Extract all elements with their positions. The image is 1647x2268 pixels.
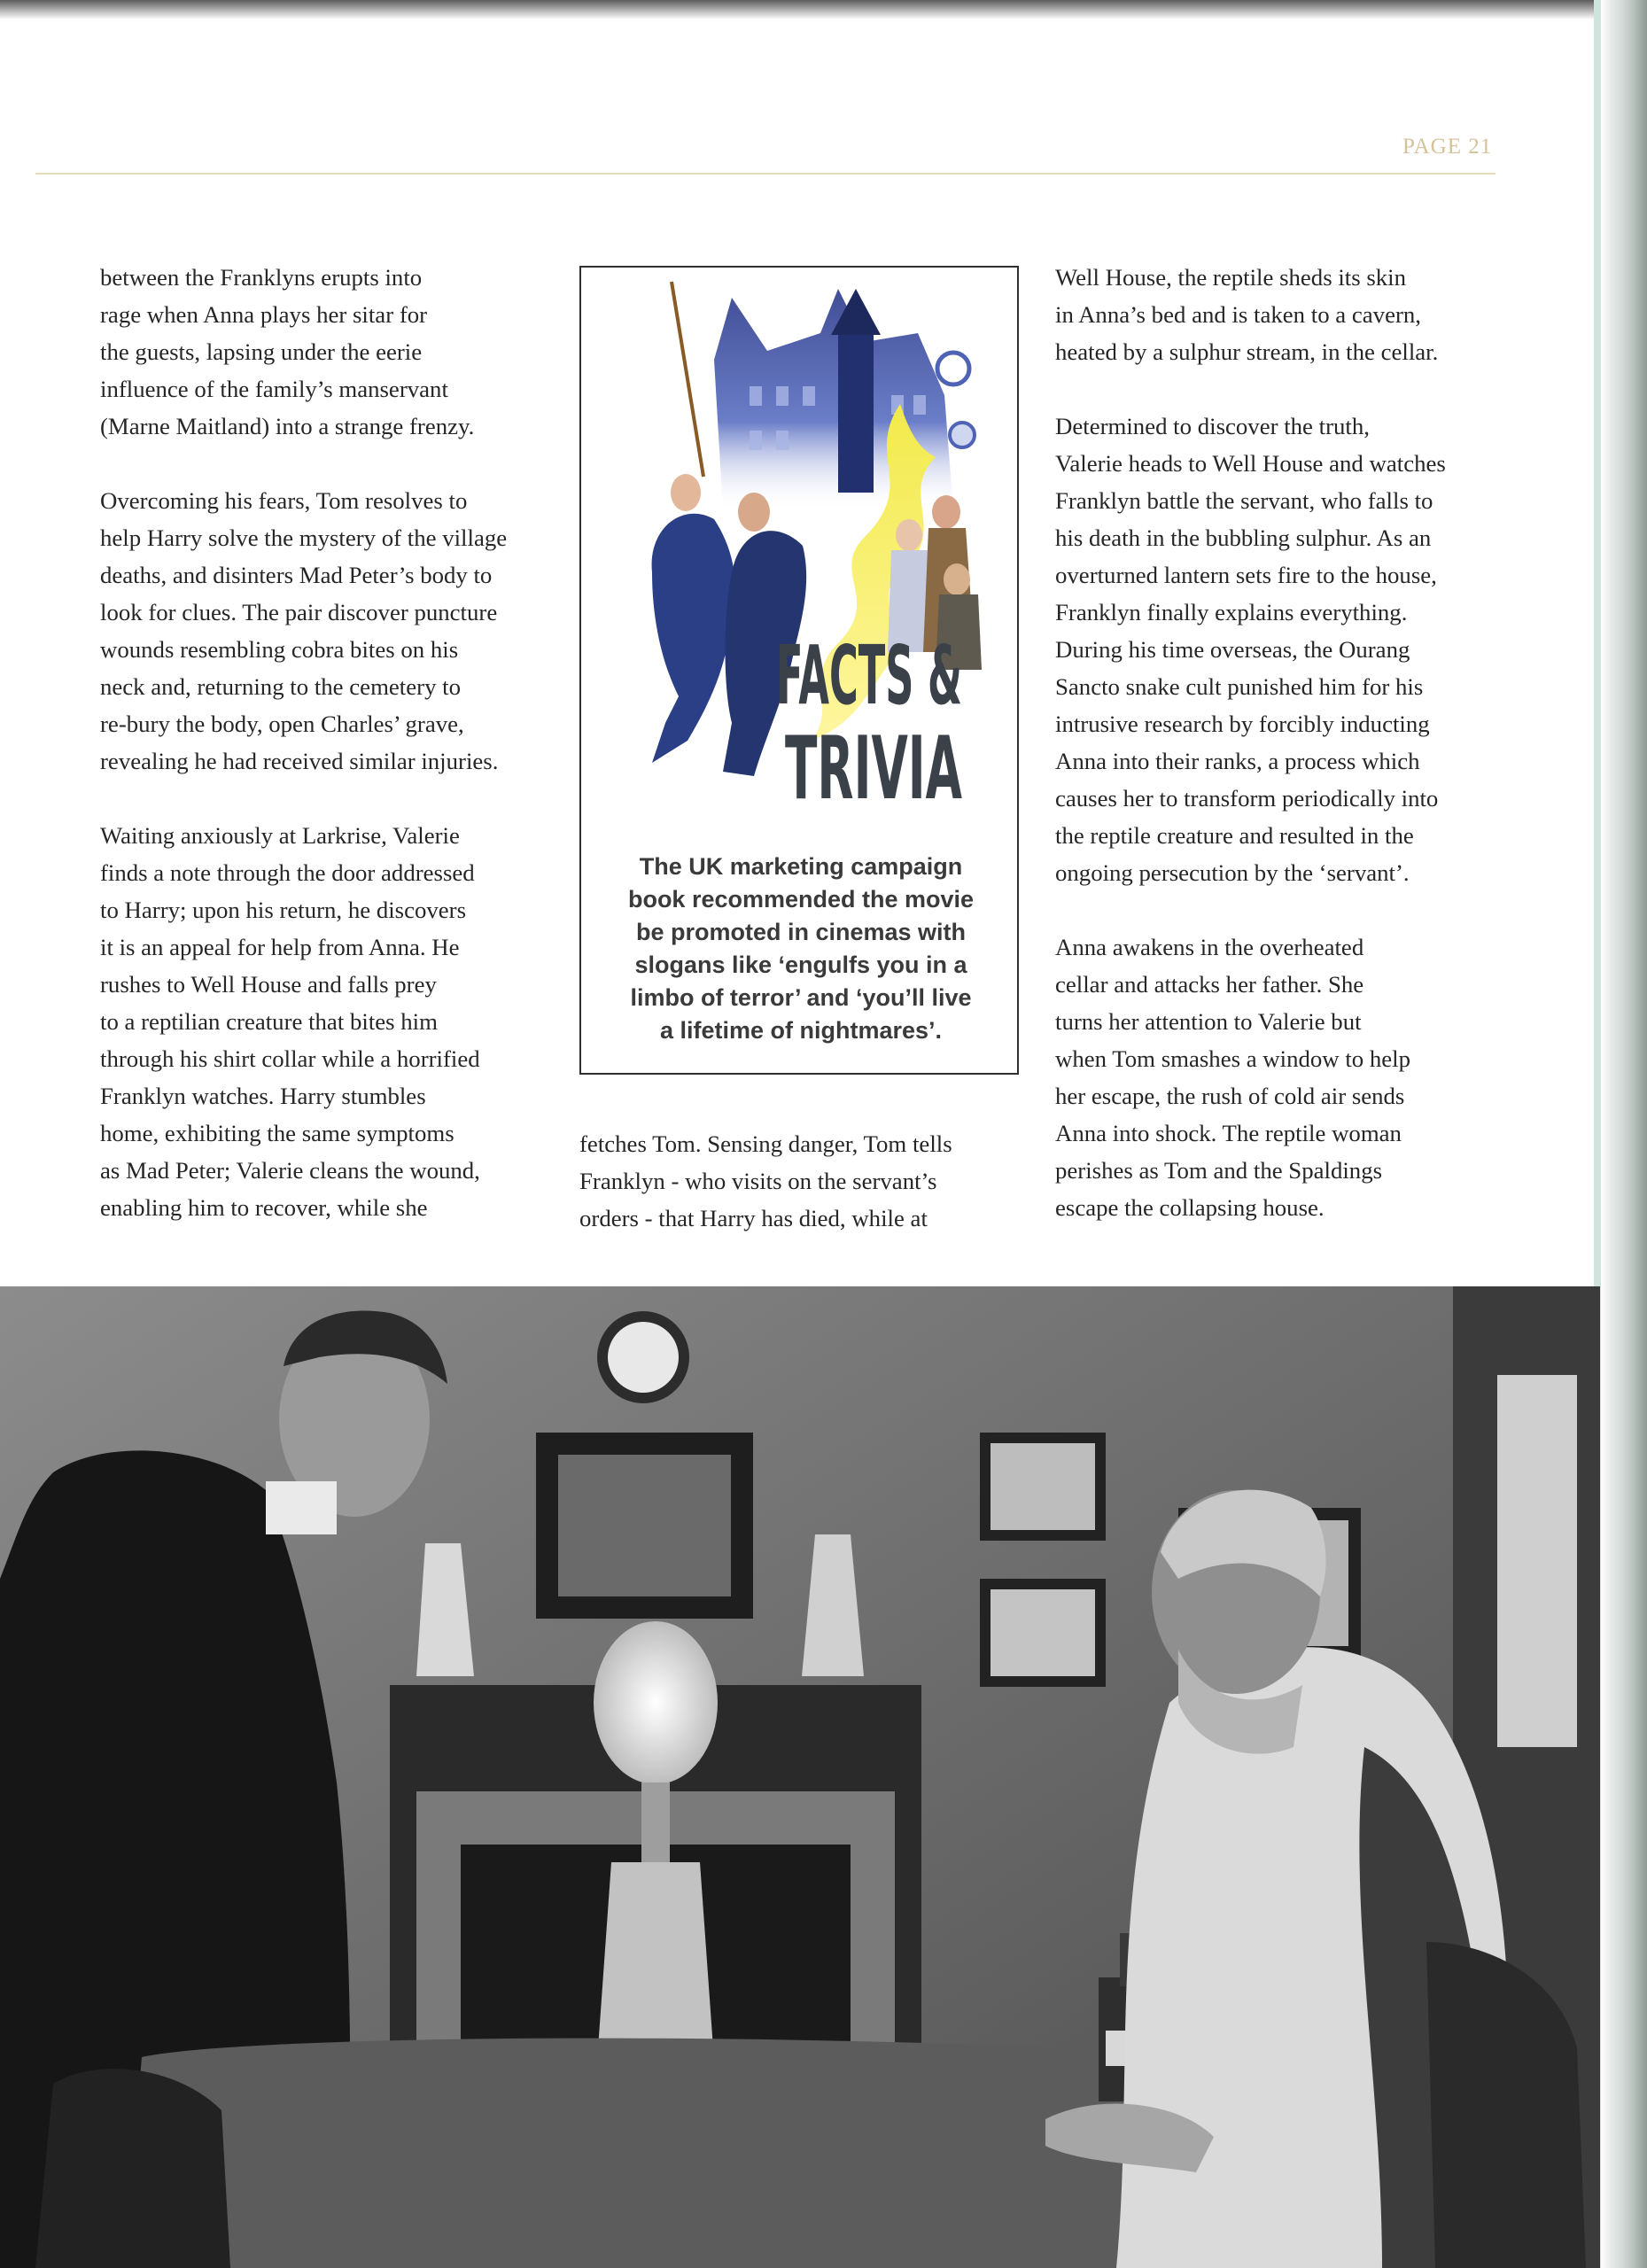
text-line: look for clues. The pair discover puncture: [100, 599, 498, 625]
paragraph: [1055, 408, 1498, 891]
text-line: her escape, the rush of cold air sends: [1055, 1083, 1405, 1109]
text-line: as Mad Peter; Valerie cleans the wound,: [100, 1157, 480, 1184]
text-line: causes her to transform periodically into: [1055, 785, 1439, 812]
text-line: Anna awakens in the overheated: [1055, 934, 1364, 960]
text-line: heated by a sulphur stream, in the cellar.: [1055, 338, 1439, 365]
paragraph: [100, 817, 552, 1226]
text-line: home, exhibiting the same symptoms: [100, 1120, 454, 1146]
facts-trivia-box: [579, 266, 1019, 1075]
text-line: re-bury the body, open Charles’ grave,: [100, 711, 464, 737]
paragraph: [1055, 928, 1498, 1226]
text-line: rage when Anna plays her sitar for: [100, 301, 428, 328]
text-line: in Anna’s bed and is taken to a cavern,: [1055, 301, 1421, 328]
text-line: when Tom smashes a window to help: [1055, 1045, 1411, 1072]
text-line: deaths, and disinters Mad Peter’s body to: [100, 562, 493, 588]
text-line: perishes as Tom and the Spaldings: [1055, 1157, 1383, 1184]
trivia-heading-line-2: TRIVIA: [785, 718, 963, 819]
paragraph: [579, 1125, 1014, 1237]
paragraph: [100, 259, 552, 445]
trivia-line: be promoted in cinemas with: [635, 919, 967, 945]
scan-top-shadow: [0, 0, 1647, 19]
trivia-heading-line-1: FACTS &: [776, 628, 962, 723]
text-line: finds a note through the door addressed: [100, 859, 475, 886]
film-still-photo: [0, 1286, 1600, 2268]
text-line: Franklyn finally explains everything.: [1055, 599, 1408, 625]
text-line: Sancto snake cult punished him for his: [1055, 673, 1424, 700]
text-line: intrusive research by forcibly inducting: [1055, 711, 1430, 737]
text-line: Franklyn battle the servant, who falls to: [1055, 487, 1433, 514]
text-line: neck and, returning to the cemetery to: [100, 673, 462, 700]
trivia-line: book recommended the movie: [627, 886, 975, 913]
text-line: Franklyn - who visits on the servant’s: [579, 1168, 937, 1194]
text-line: turns her attention to Valerie but: [1055, 1008, 1362, 1035]
text-line: escape the collapsing house.: [1055, 1194, 1325, 1221]
trivia-body: [602, 850, 999, 1047]
text-line: ongoing persecution by the ‘servant’.: [1055, 859, 1410, 886]
trivia-line: limbo of terror’ and ‘you’ll live: [630, 984, 972, 1011]
text-line: overturned lantern sets fire to the house,: [1055, 562, 1437, 588]
text-line: Valerie heads to Well House and watches: [1055, 450, 1446, 477]
trivia-line: slogans like ‘engulfs you in a: [634, 951, 967, 978]
text-line: it is an appeal for help from Anna. He: [100, 934, 460, 960]
text-line: to a reptilian creature that bites him: [100, 1008, 438, 1035]
text-line: Waiting anxiously at Larkrise, Valerie: [100, 822, 460, 849]
text-line: enabling him to recover, while she: [100, 1194, 428, 1221]
scan-page-edge: [1601, 0, 1647, 2268]
text-line: to Harry; upon his return, he discovers: [100, 897, 467, 923]
paragraph: [1055, 259, 1498, 370]
article-column-3: [1055, 259, 1498, 1226]
article-column-2: [579, 1125, 1014, 1237]
text-line: rushes to Well House and falls prey: [100, 971, 437, 998]
text-line: Overcoming his fears, Tom resolves to: [100, 487, 468, 514]
text-line: Anna into their ranks, a process which: [1055, 748, 1420, 774]
text-line: through his shirt collar while a horrified: [100, 1045, 480, 1072]
text-line: Determined to discover the truth,: [1055, 413, 1370, 439]
text-line: Well House, the reptile sheds its skin: [1055, 264, 1407, 291]
text-line: fetches Tom. Sensing danger, Tom tells: [579, 1130, 952, 1157]
text-line: revealing he had received similar injuries.: [100, 748, 499, 774]
movie-poster-illustration: [599, 280, 1003, 822]
text-line: his death in the bubbling sulphur. As an: [1055, 524, 1432, 551]
text-line: the reptile creature and resulted in the: [1055, 822, 1414, 849]
paragraph: [100, 482, 552, 780]
text-line: between the Franklyns erupts into: [100, 264, 423, 291]
header-rule: [35, 173, 1496, 175]
text-line: influence of the family’s manservant: [100, 376, 448, 402]
trivia-line: The UK marketing campaign: [639, 853, 963, 880]
text-line: orders - that Harry has died, while at: [579, 1205, 928, 1231]
article-column-1: [100, 259, 552, 1226]
text-line: help Harry solve the mystery of the village: [100, 524, 508, 551]
text-line: the guests, lapsing under the eerie: [100, 338, 423, 365]
text-line: cellar and attacks her father. She: [1055, 971, 1364, 998]
text-line: wounds resembling cobra bites on his: [100, 636, 459, 663]
text-line: Franklyn watches. Harry stumbles: [100, 1083, 426, 1109]
page-number: PAGE 21: [1402, 135, 1493, 159]
text-line: Anna into shock. The reptile woman: [1055, 1120, 1402, 1146]
text-line: (Marne Maitland) into a strange frenzy.: [100, 413, 475, 439]
trivia-line: a lifetime of nightmares’.: [659, 1017, 943, 1044]
text-line: During his time overseas, the Ourang: [1055, 636, 1410, 663]
